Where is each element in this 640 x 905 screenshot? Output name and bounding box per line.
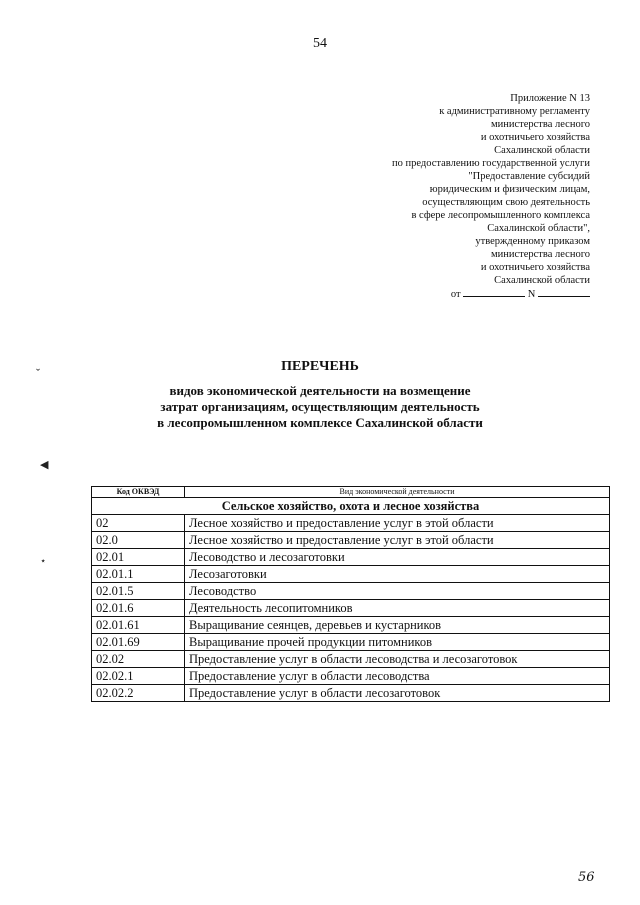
okved-code: 02.01.61 [92, 617, 185, 634]
table-row [92, 634, 610, 651]
appendix-line: по предоставлению государственной услуги [392, 158, 590, 169]
okved-table [91, 486, 610, 702]
activity-name: Предоставление услуг в области лесоводства и лесозаготовок [185, 651, 610, 668]
table-row [92, 515, 610, 532]
activity-name: Предоставление услуг в области лесоводства [185, 668, 610, 685]
okved-code: 02.02.1 [92, 668, 185, 685]
margin-mark: ⋆ [40, 556, 47, 567]
number-label: N [527, 289, 536, 300]
activity-name: Выращивание прочей продукции питомников [185, 634, 610, 651]
appendix-line: к административному регламенту [439, 106, 590, 117]
okved-code: 02.01.69 [92, 634, 185, 651]
appendix-date-number-line [290, 287, 590, 301]
table-row [92, 617, 610, 634]
document-subtitle [0, 383, 640, 431]
table-row [92, 566, 610, 583]
table-row [92, 549, 610, 566]
okved-code: 02.02.2 [92, 685, 185, 702]
appendix-line: Сахалинской области [494, 145, 590, 156]
column-header-activity: Вид экономической деятельности [185, 487, 610, 498]
okved-code: 02 [92, 515, 185, 532]
table-row [92, 532, 610, 549]
appendix-line: министерства лесного [490, 249, 590, 260]
activity-name: Лесное хозяйство и предоставление услуг в этой области [185, 515, 610, 532]
appendix-header [290, 92, 590, 301]
appendix-line: в сфере лесопромышленного комплекса [411, 210, 590, 221]
appendix-line: утвержденному приказом [475, 236, 590, 247]
date-blank [463, 287, 525, 297]
table-row [92, 651, 610, 668]
page-number: 54 [313, 36, 327, 51]
handwritten-page-number: 56 [578, 870, 595, 885]
activity-name: Лесозаготовки [185, 566, 610, 583]
activity-name: Лесоводство [185, 583, 610, 600]
activity-name: Деятельность лесопитомников [185, 600, 610, 617]
activity-name: Предоставление услуг в области лесозаготовок [185, 685, 610, 702]
appendix-line: Сахалинской области [494, 275, 590, 286]
appendix-line: Приложение N 13 [510, 93, 590, 104]
appendix-line: и охотничьего хозяйства [480, 132, 590, 143]
table-header-row [92, 487, 610, 498]
appendix-line: "Предоставление субсидий [468, 171, 590, 182]
okved-code: 02.01.5 [92, 583, 185, 600]
number-blank [538, 287, 590, 297]
okved-code: 02.02 [92, 651, 185, 668]
table-row [92, 600, 610, 617]
activity-name: Лесное хозяйство и предоставление услуг в этой области [185, 532, 610, 549]
appendix-line: министерства лесного [490, 119, 590, 130]
column-header-code: Код ОКВЭД [92, 487, 185, 498]
section-row [92, 498, 610, 515]
okved-code: 02.01.1 [92, 566, 185, 583]
table-row [92, 583, 610, 600]
subtitle-line: затрат организациям, осуществляющим деятельность [160, 399, 480, 414]
margin-arrow-mark: ◀ [40, 459, 49, 471]
okved-code: 02.0 [92, 532, 185, 549]
section-title: Сельское хозяйство, охота и лесное хозяйства [92, 498, 610, 515]
subtitle-line: в лесопромышленном комплексе Сахалинской области [157, 415, 483, 430]
appendix-line: юридическим и физическим лицам, [429, 184, 590, 195]
from-label: от [450, 289, 461, 300]
activity-name: Выращивание сеянцев, деревьев и кустарников [185, 617, 610, 634]
okved-code: 02.01.6 [92, 600, 185, 617]
okved-code: 02.01 [92, 549, 185, 566]
table-row [92, 685, 610, 702]
table-row [92, 668, 610, 685]
activity-name: Лесоводство и лесозаготовки [185, 549, 610, 566]
document-title: ПЕРЕЧЕНЬ [281, 359, 359, 374]
appendix-line: Сахалинской области", [487, 223, 590, 234]
appendix-line: осуществляющим свою деятельность [422, 197, 590, 208]
subtitle-line: видов экономической деятельности на возмещение [169, 383, 471, 398]
margin-mark: ˇ [36, 366, 40, 380]
appendix-line: и охотничьего хозяйства [480, 262, 590, 273]
